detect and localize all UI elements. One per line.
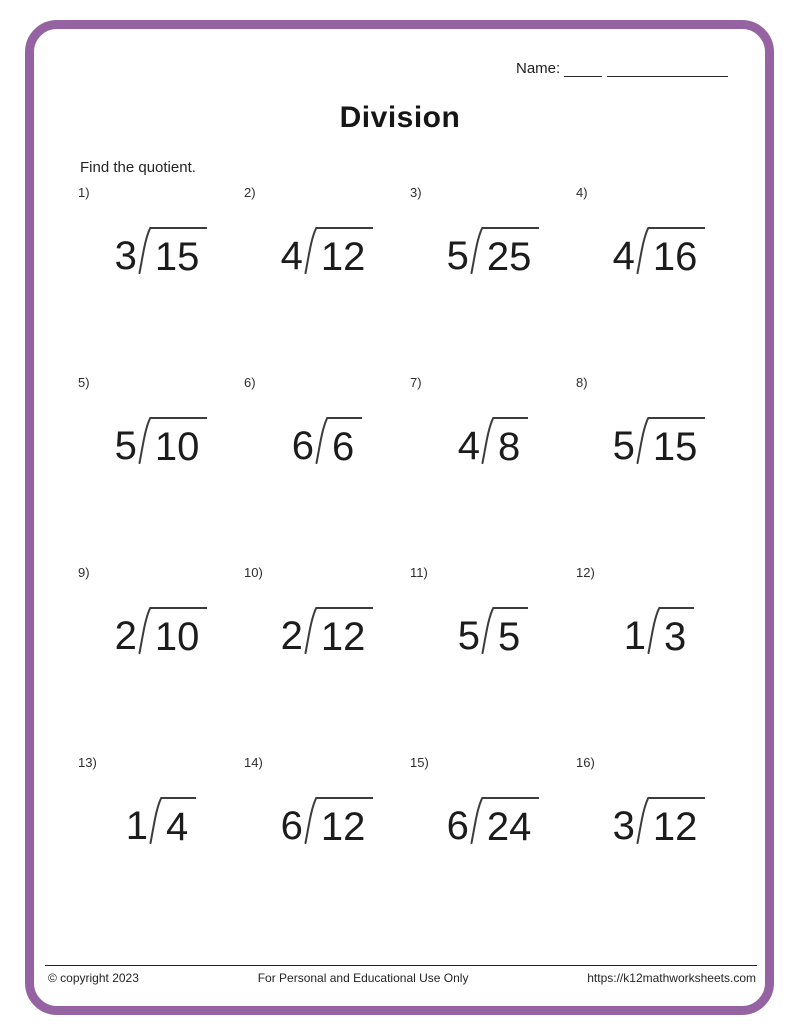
division-bracket-icon — [137, 227, 151, 274]
division-expression — [115, 227, 208, 280]
divisor: 1 — [125, 804, 148, 848]
division-expression — [447, 227, 540, 280]
problem-number: 1) — [78, 185, 90, 200]
divisor: 6 — [291, 424, 314, 468]
instruction-text: Find the quotient. — [80, 159, 196, 176]
division-bracket-icon — [314, 417, 328, 464]
problem-cell — [78, 565, 244, 755]
division-bracket-icon — [303, 227, 317, 274]
divisor: 3 — [612, 804, 635, 848]
divisor: 5 — [114, 424, 137, 468]
division-bracket-icon — [480, 417, 494, 464]
problem-cell — [78, 375, 244, 565]
divisor: 5 — [612, 424, 635, 468]
divisor: 6 — [446, 804, 469, 848]
problem-number: 7) — [410, 375, 422, 390]
divisor: 4 — [457, 424, 480, 468]
name-blank-line — [564, 59, 602, 77]
divisor: 4 — [612, 234, 635, 278]
dividend: 25 — [482, 227, 540, 280]
problem-cell — [244, 185, 410, 375]
division-bracket-icon — [469, 797, 483, 844]
divisor: 5 — [457, 614, 480, 658]
division-bracket-icon — [137, 607, 151, 654]
page-title: Division — [339, 101, 461, 134]
problem-number: 14) — [244, 755, 263, 770]
name-blank-line — [607, 59, 728, 77]
problem-cell — [576, 565, 742, 755]
division-expression — [447, 797, 540, 850]
divisor: 5 — [446, 234, 469, 278]
dividend: 4 — [161, 797, 196, 850]
problem-cell — [576, 755, 742, 945]
problem-cell — [244, 565, 410, 755]
dividend: 12 — [316, 607, 374, 660]
divisor: 1 — [623, 614, 646, 658]
division-bracket-icon — [635, 797, 649, 844]
name-label: Name: — [516, 60, 561, 77]
problem-cell — [410, 185, 576, 375]
problem-cell — [78, 755, 244, 945]
problem-cell — [78, 185, 244, 375]
problem-cell — [244, 375, 410, 565]
problem-number: 2) — [244, 185, 256, 200]
division-expression — [115, 417, 208, 470]
dividend: 16 — [648, 227, 706, 280]
problem-number: 16) — [576, 755, 595, 770]
problem-number: 9) — [78, 565, 90, 580]
problem-number: 15) — [410, 755, 429, 770]
problem-number: 8) — [576, 375, 588, 390]
dividend: 10 — [150, 607, 208, 660]
problem-cell — [410, 755, 576, 945]
division-expression — [613, 227, 706, 280]
division-bracket-icon — [635, 417, 649, 464]
problem-number: 3) — [410, 185, 422, 200]
name-field — [516, 59, 728, 77]
footer-website-link: https://k12mathworksheets.com — [587, 971, 756, 985]
division-expression — [281, 797, 374, 850]
dividend: 12 — [648, 797, 706, 850]
problem-cell — [576, 185, 742, 375]
division-bracket-icon — [646, 607, 660, 654]
problem-cell — [410, 375, 576, 565]
division-bracket-icon — [480, 607, 494, 654]
division-bracket-icon — [635, 227, 649, 274]
problem-cell — [576, 375, 742, 565]
division-expression — [281, 227, 374, 280]
problem-cell — [410, 565, 576, 755]
division-expression — [281, 607, 374, 660]
division-expression — [458, 607, 529, 660]
division-expression — [115, 607, 208, 660]
dividend: 6 — [327, 417, 362, 470]
problem-number: 12) — [576, 565, 595, 580]
divisor: 6 — [280, 804, 303, 848]
footer-usage-note: For Personal and Educational Use Only — [257, 971, 469, 985]
divisor: 2 — [114, 614, 137, 658]
problem-number: 10) — [244, 565, 263, 580]
divisor: 3 — [114, 234, 137, 278]
divisor: 4 — [280, 234, 303, 278]
division-bracket-icon — [137, 417, 151, 464]
division-expression — [613, 417, 706, 470]
division-bracket-icon — [148, 797, 162, 844]
dividend: 5 — [493, 607, 528, 660]
dividend: 3 — [659, 607, 694, 660]
division-bracket-icon — [303, 797, 317, 844]
division-expression — [613, 797, 706, 850]
problem-number: 11) — [410, 565, 428, 580]
division-expression — [126, 797, 197, 850]
division-expression — [624, 607, 695, 660]
problem-number: 13) — [78, 755, 97, 770]
footer-copyright: © copyright 2023 — [48, 971, 139, 985]
dividend: 12 — [316, 227, 374, 280]
problems-grid — [78, 185, 742, 945]
dividend: 15 — [648, 417, 706, 470]
footer-divider — [45, 965, 757, 966]
divisor: 2 — [280, 614, 303, 658]
dividend: 10 — [150, 417, 208, 470]
problem-number: 4) — [576, 185, 588, 200]
dividend: 12 — [316, 797, 374, 850]
problem-cell — [244, 755, 410, 945]
division-bracket-icon — [469, 227, 483, 274]
problem-number: 5) — [78, 375, 90, 390]
footer — [48, 971, 756, 985]
problem-number: 6) — [244, 375, 256, 390]
division-expression — [292, 417, 363, 470]
dividend: 8 — [493, 417, 528, 470]
dividend: 15 — [150, 227, 208, 280]
division-bracket-icon — [303, 607, 317, 654]
division-expression — [458, 417, 529, 470]
dividend: 24 — [482, 797, 540, 850]
